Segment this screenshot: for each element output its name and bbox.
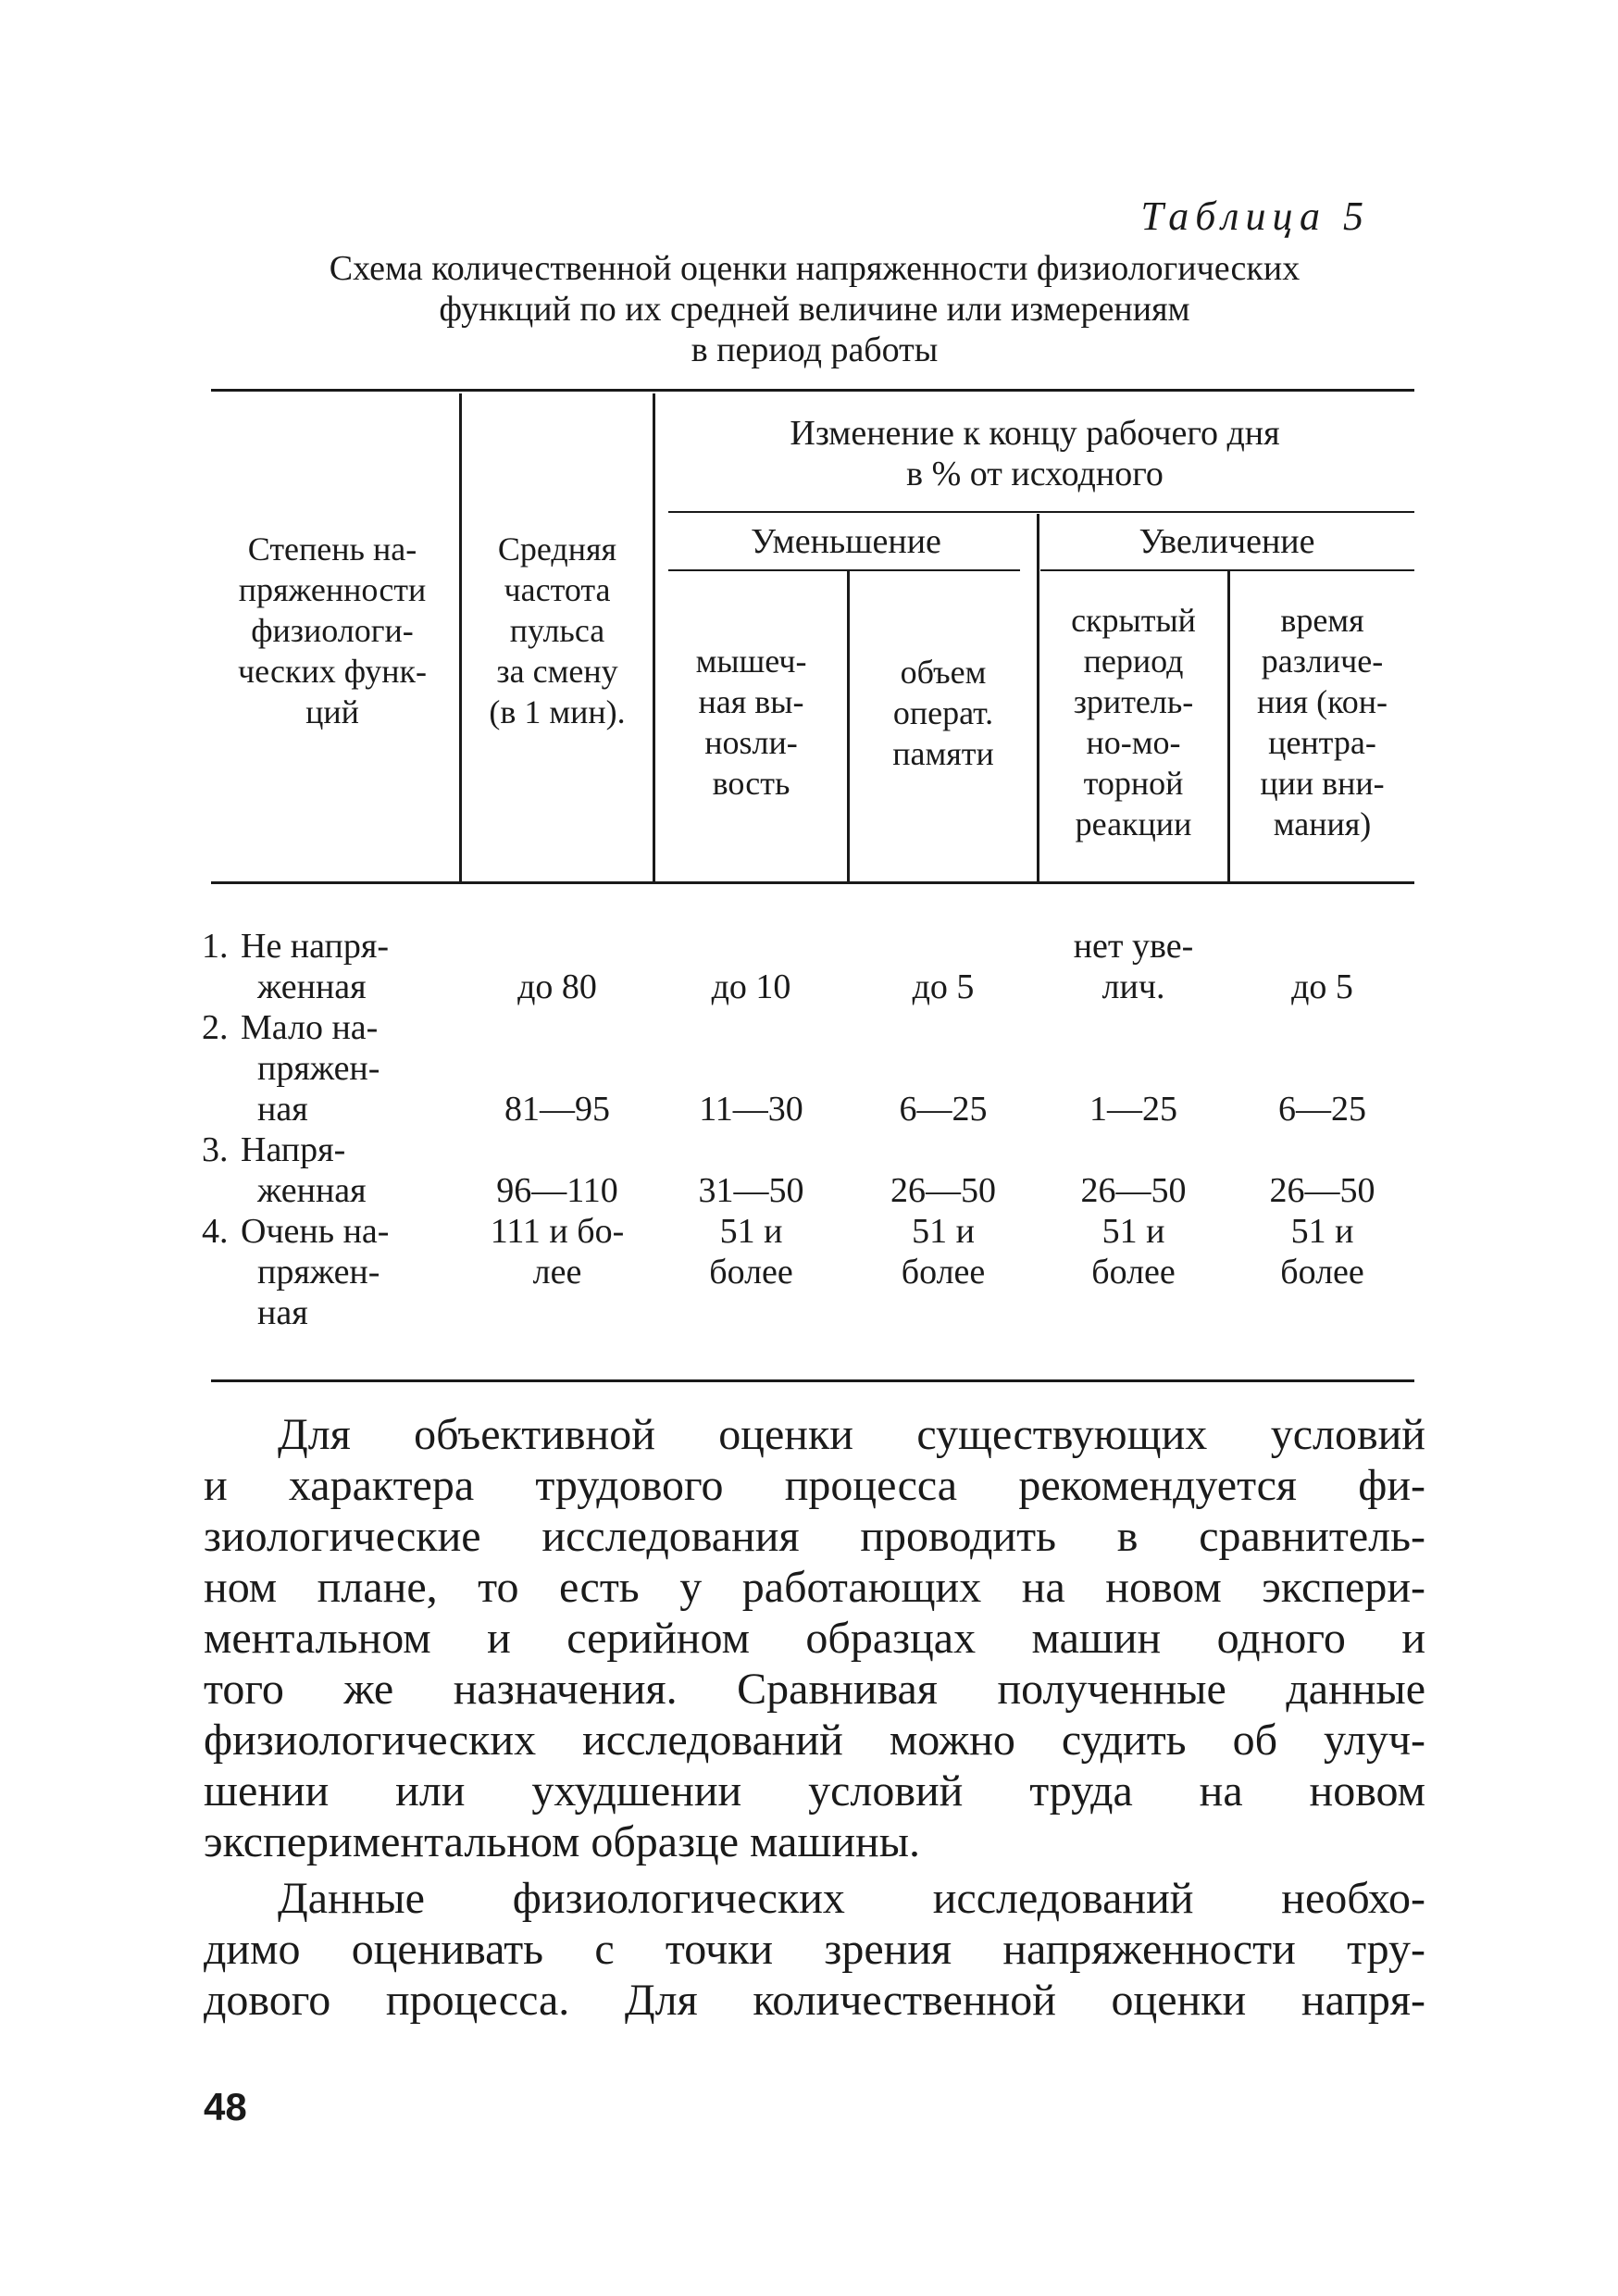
text-line: ментальном и серийном образцах машин одного и bbox=[204, 1614, 1425, 1663]
page-number: 48 bbox=[204, 2085, 247, 2128]
header-line: памяти bbox=[892, 735, 994, 772]
header-line: ная вы- bbox=[698, 683, 804, 720]
table-bottom-rule bbox=[211, 1379, 1414, 1382]
text-line: физиологических исследований можно судить об улуч- bbox=[204, 1716, 1425, 1765]
row-memory: 26—50 bbox=[890, 1171, 996, 1210]
header-line: ческих функ- bbox=[238, 653, 427, 690]
caption-line: в период работы bbox=[691, 331, 939, 369]
header-line: (в 1 мин). bbox=[489, 693, 626, 730]
text-line: и характера трудового процесса рекомендуется фи- bbox=[204, 1461, 1425, 1510]
header-rule-decrease bbox=[668, 569, 1020, 571]
header-line: центра- bbox=[1268, 724, 1376, 761]
body-paragraph bbox=[204, 1873, 1425, 2026]
row-endurance: 31—50 bbox=[698, 1171, 804, 1210]
text-line: дового процесса. Для количественной оценки напря- bbox=[204, 1976, 1425, 2025]
header-line: Средняя bbox=[497, 530, 617, 568]
row-degree: 1. Не напря- женная bbox=[202, 927, 389, 1006]
header-line: пульса bbox=[509, 612, 605, 649]
row-pulse: до 80 bbox=[517, 967, 597, 1006]
row-latent: 26—50 bbox=[1080, 1171, 1187, 1210]
table-label: Таблица 5 bbox=[1140, 193, 1370, 239]
header-line: частота bbox=[504, 571, 611, 608]
row-endurance: 11—30 bbox=[699, 1090, 803, 1129]
body-paragraph bbox=[204, 1409, 1425, 1867]
header-line: физиологи- bbox=[251, 612, 414, 649]
header-line: в % от исходного bbox=[906, 455, 1164, 493]
row-time: 6—25 bbox=[1278, 1090, 1366, 1129]
header-line: Изменение к концу рабочего дня bbox=[790, 414, 1280, 453]
text-line: ном плане, то есть у работающих на новом экспери- bbox=[204, 1563, 1425, 1612]
caption-line: функций по их средней величине или измерениям bbox=[439, 290, 1190, 329]
text-line: экспериментальном образце машины. bbox=[204, 1817, 920, 1866]
header-increase: Увеличение bbox=[1139, 522, 1315, 561]
header-line: мышеч- bbox=[695, 643, 807, 680]
header-pulse bbox=[462, 515, 653, 746]
header-line: период bbox=[1083, 643, 1184, 680]
header-change bbox=[655, 407, 1414, 500]
header-line: ции вни- bbox=[1260, 765, 1385, 802]
table-caption bbox=[167, 248, 1462, 370]
header-line: ния (кон- bbox=[1257, 683, 1388, 720]
row-number: 1. bbox=[202, 927, 229, 966]
row-time: 26—50 bbox=[1269, 1171, 1375, 1210]
header-line: реакции bbox=[1075, 805, 1192, 842]
header-time bbox=[1230, 583, 1414, 861]
row-memory: 51 и более bbox=[901, 1212, 986, 1292]
row-endurance: 51 и более bbox=[709, 1212, 793, 1292]
row-degree: 2. Мало на- пряжен- ная bbox=[202, 1008, 380, 1129]
header-line: вость bbox=[712, 765, 790, 802]
row-latent: 1—25 bbox=[1089, 1090, 1177, 1129]
header-line: Степень на- bbox=[247, 530, 417, 568]
text-line: того же назначения. Сравнивая полученные данные bbox=[204, 1665, 1425, 1714]
header-rule-change bbox=[668, 511, 1414, 513]
header-endurance bbox=[655, 620, 847, 824]
row-latent: нет уве- лич. bbox=[1073, 927, 1194, 1006]
header-line: мания) bbox=[1273, 805, 1372, 842]
header-latent bbox=[1039, 583, 1227, 861]
header-line: ций bbox=[305, 693, 359, 730]
header-line: пряженности bbox=[238, 571, 427, 608]
text-line: димо оценивать с точки зрения напряженности тру- bbox=[204, 1925, 1425, 1974]
row-time: 51 и более bbox=[1280, 1212, 1364, 1292]
row-memory: 6—25 bbox=[899, 1090, 988, 1129]
header-line: торной bbox=[1083, 765, 1184, 802]
header-memory bbox=[850, 630, 1037, 796]
row-number: 2. bbox=[202, 1008, 229, 1047]
header-line: скрытый bbox=[1071, 602, 1196, 639]
text-line: Данные физиологических исследований необхо- bbox=[278, 1874, 1425, 1923]
row-degree: 4. Очень на- пряжен- ная bbox=[202, 1212, 390, 1332]
header-decrease: Уменьшение bbox=[751, 522, 941, 561]
row-pulse: 111 и бо- лее bbox=[490, 1212, 625, 1292]
header-bottom-rule bbox=[211, 881, 1414, 884]
header-line: за смену bbox=[496, 653, 618, 690]
row-memory: до 5 bbox=[912, 967, 975, 1006]
header-line: операт. bbox=[892, 694, 994, 731]
header-line: нosли- bbox=[704, 724, 798, 761]
header-line: объем bbox=[900, 654, 987, 691]
row-number: 3. bbox=[202, 1130, 229, 1169]
row-pulse: 96—110 bbox=[496, 1171, 618, 1210]
row-latent: 51 и более bbox=[1091, 1212, 1176, 1292]
caption-line: Схема количественной оценки напряженности физиологических bbox=[329, 249, 1301, 288]
header-line: различе- bbox=[1261, 643, 1384, 680]
row-time: до 5 bbox=[1291, 967, 1353, 1006]
text-line: шении или ухудшении условий труда на новом bbox=[204, 1766, 1425, 1816]
header-line: зритель- bbox=[1073, 683, 1194, 720]
row-pulse: 81—95 bbox=[504, 1090, 610, 1129]
header-line: время bbox=[1280, 602, 1364, 639]
header-line: но-мо- bbox=[1086, 724, 1181, 761]
text-line: Для объективной оценки существующих условий bbox=[278, 1410, 1425, 1459]
row-number: 4. bbox=[202, 1212, 229, 1251]
header-degree bbox=[211, 515, 454, 746]
row-degree: 3. Напря- женная bbox=[202, 1130, 367, 1210]
row-endurance: до 10 bbox=[711, 967, 791, 1006]
table-top-rule bbox=[211, 389, 1414, 392]
text-line: зиологические исследования проводить в сравнитель- bbox=[204, 1512, 1425, 1561]
